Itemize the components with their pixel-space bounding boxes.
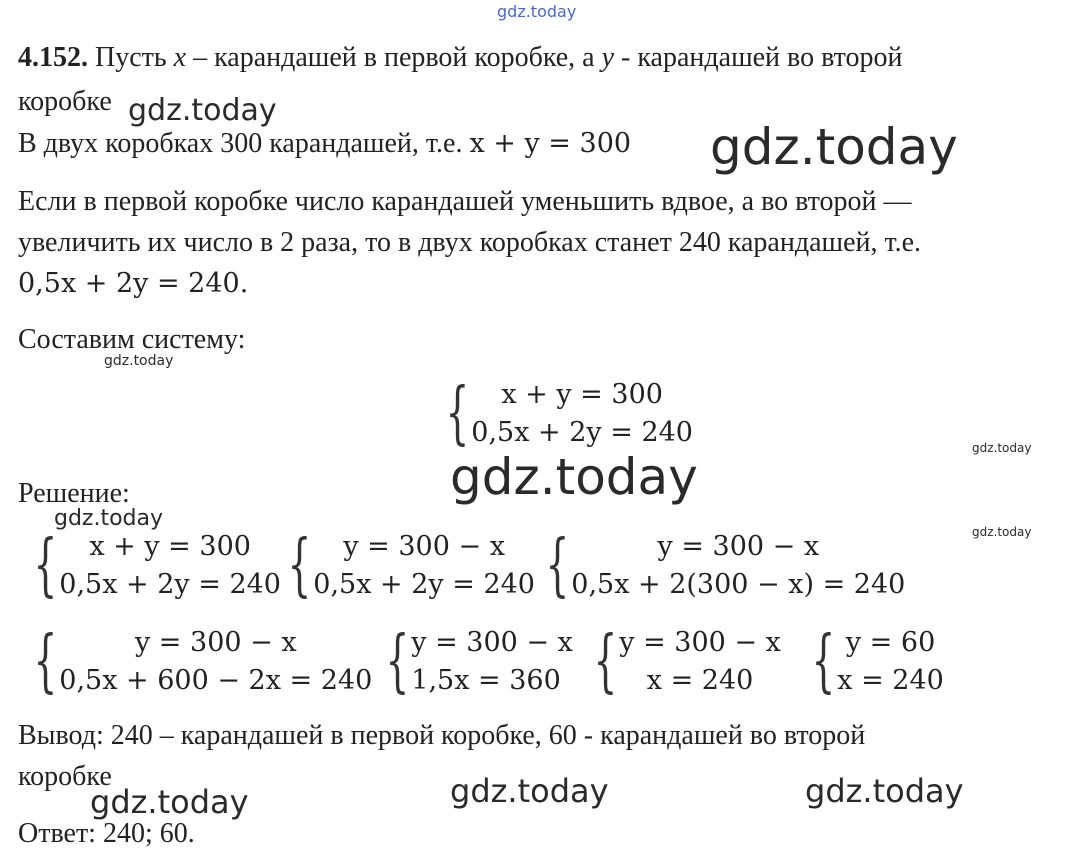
equation-system: { y = 60 x = 240 (811, 622, 944, 701)
watermark-large: gdz.today (450, 448, 698, 506)
watermark-small: gdz.today (104, 353, 174, 369)
system-label: Составим систему: (18, 324, 246, 355)
problem-intro: 4.152. Пусть x – карандашей в первой коробке, а y - карандашей во второй (18, 42, 903, 73)
watermark-top: gdz.today (497, 2, 577, 21)
equation-system: { x + y = 300 0,5x + 2y = 240 (445, 374, 693, 453)
watermark-small: gdz.today (972, 441, 1032, 455)
watermark-small: gdz.today (972, 525, 1032, 539)
statement-1: В двух коробках 300 карандашей, т.е. x + y = 300 (18, 128, 632, 159)
equation-system: { x + y = 300 0,5x + 2y = 240 (33, 526, 281, 605)
statement-2-line-2: увеличить их число в 2 раза, то в двух коробках станет 240 карандашей, т.е. (18, 227, 922, 258)
watermark: gdz.today (90, 783, 249, 821)
equation-system: { y = 300 − x 0,5x + 2y = 240 (287, 526, 535, 605)
watermark: gdz.today (805, 772, 964, 810)
conclusion-line-1: Вывод: 240 – карандашей в первой коробке, 60 - карандашей во второй (18, 720, 866, 751)
problem-intro-continued: коробке (18, 86, 112, 117)
solution-label: Решение: (18, 478, 130, 509)
brace: { (445, 374, 470, 453)
watermark: gdz.today (54, 506, 164, 531)
statement-2-line-1: Если в первой коробке число карандашей уменьшить вдвое, а во второй — (18, 186, 912, 217)
equation-system: { y = 300 − x 0,5x + 600 − 2x = 240 (33, 622, 373, 701)
watermark: gdz.today (450, 772, 609, 810)
problem-number: 4.152. (18, 42, 88, 73)
conclusion-line-2: коробке (18, 761, 112, 792)
watermark-large: gdz.today (710, 118, 958, 176)
equation-system: { y = 300 − x 1,5x = 360 (385, 622, 573, 701)
watermark: gdz.today (128, 93, 277, 128)
equation: x + y = 300 (469, 128, 632, 159)
equation-system: { y = 300 − x 0,5x + 2(300 − x) = 240 (545, 526, 906, 605)
answer: Ответ: 240; 60. (18, 818, 195, 849)
equation-system: { y = 300 − x x = 240 (593, 622, 781, 701)
equation: 0,5x + 2y = 240. (18, 268, 249, 299)
